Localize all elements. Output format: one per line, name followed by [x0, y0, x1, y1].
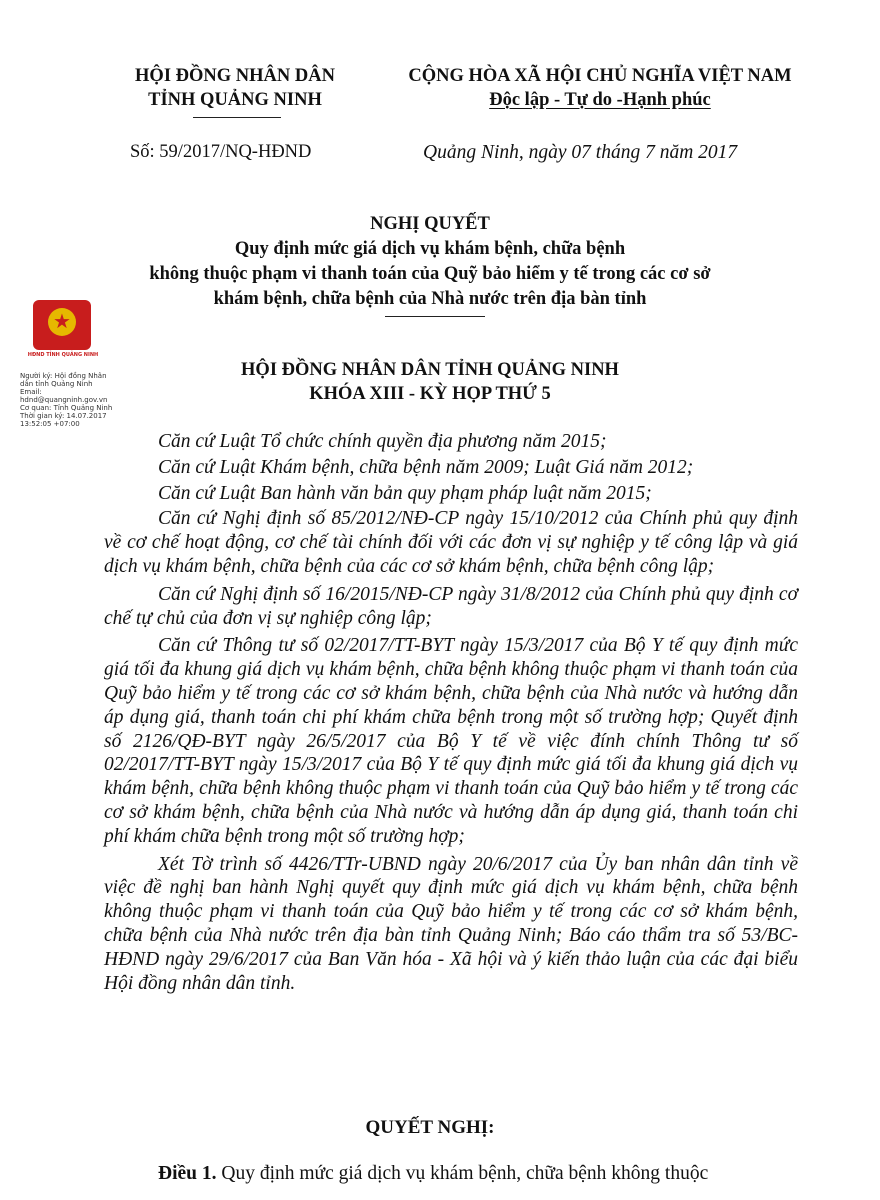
- preamble-paragraph: Căn cứ Nghị định số 85/2012/NĐ-CP ngày 15/10/2012 của Chính phủ quy định về cơ chế hoạt động, cơ chế tài chính đối với các đơn vị sự nghiệp y tế công lập và giá dịch vụ khám bệnh, chữa bệnh của các cơ sở khám bệnh, chữa bệnh công lập;: [104, 508, 798, 577]
- preamble-paragraph: Căn cứ Luật Khám bệnh, chữa bệnh năm 2009; Luật Giá năm 2012;: [158, 456, 694, 478]
- preamble: [104, 430, 798, 999]
- signature-metadata: [20, 372, 115, 428]
- preamble-paragraph: Căn cứ Luật Tổ chức chính quyền địa phương năm 2015;: [158, 431, 607, 452]
- issuing-agency: [100, 64, 370, 112]
- title-underline: [385, 316, 485, 317]
- resolution-title: [110, 212, 750, 312]
- council-heading: [110, 358, 750, 406]
- stamp-caption: HĐND TỈNH QUẢNG NINH: [27, 352, 99, 358]
- sign-time: Thời gian ký: 14.07.2017 13:52:05 +07:00: [20, 412, 107, 428]
- country-name: CỘNG HÒA XÃ HỘI CHỦ NGHĨA VIỆT NAM: [408, 66, 792, 86]
- article-1: [104, 1163, 798, 1185]
- title-heading: NGHỊ QUYẾT: [370, 214, 490, 234]
- preamble-paragraph: Căn cứ Luật Ban hành văn bản quy phạm pháp luật năm 2015;: [158, 482, 652, 504]
- agency: Cơ quan: Tỉnh Quảng Ninh: [20, 404, 113, 412]
- national-heading: [370, 64, 830, 112]
- article-label: Điều 1.: [158, 1163, 217, 1184]
- preamble-paragraph: Xét Tờ trình số 4426/TTr-UBND ngày 20/6/2017 của Ủy ban nhân dân tỉnh về việc đề nghị ban hành Nghị quyết quy định mức giá dịch vụ khám bệnh, chữa bệnh không thuộc phạm vi thanh toán của Quỹ bảo hiểm y tế trong các cơ sở khám bệnh, chữa bệnh của Nhà nước trên địa bàn tỉnh Quảng Ninh; Báo cáo thẩm tra số 53/BC-HĐND ngày 29/6/2017 của Ban Văn hóa - Xã hội và ý kiến thảo luận của các đại biểu Hội đồng nhân dân tỉnh.: [104, 853, 798, 994]
- national-emblem-icon: ★: [33, 300, 91, 350]
- signer: Người ký: Hội đồng Nhân dân tỉnh Quảng Ninh: [20, 372, 107, 388]
- decision-heading: QUYẾT NGHỊ:: [365, 1117, 495, 1138]
- article-text: Quy định mức giá dịch vụ khám bệnh, chữa bệnh không thuộc: [216, 1163, 709, 1184]
- email-label: Email:: [20, 388, 42, 396]
- preamble-paragraph: Căn cứ Nghị định số 16/2015/NĐ-CP ngày 31/8/2012 của Chính phủ quy định cơ chế tự chủ của đơn vị sự nghiệp công lập;: [104, 583, 798, 629]
- national-motto: Độc lập - Tự do -Hạnh phúc: [489, 90, 711, 110]
- agency-underline: [193, 117, 281, 118]
- digital-signature-stamp: [20, 300, 115, 428]
- email: hdnd@quangninh.gov.vn: [20, 396, 108, 404]
- dateline: Quảng Ninh, ngày 07 tháng 7 năm 2017: [423, 142, 738, 163]
- council-line-1: HỘI ĐỒNG NHÂN DÂN TỈNH QUẢNG NINH: [241, 360, 619, 380]
- agency-line-1: HỘI ĐỒNG NHÂN DÂN: [135, 66, 335, 86]
- preamble-paragraph: Căn cứ Thông tư số 02/2017/TT-BYT ngày 15/3/2017 của Bộ Y tế quy định mức giá tối đa khung giá dịch vụ khám bệnh, chữa bệnh không thuộc phạm vi thanh toán của Quỹ bảo hiểm y tế trong các cơ sở khám bệnh, chữa bệnh của Nhà nước và hướng dẫn áp dụng giá, thanh toán chi phí khám chữa bệnh trong một số trường hợp; Quyết định số 2126/QĐ-BYT ngày 26/5/2017 của Bộ Y tế về việc đính chính Thông tư số 02/2017/TT-BYT ngày 15/3/2017 của Bộ Y tế quy định mức giá tối đa khung giá dịch vụ khám bệnh, chữa bệnh không thuộc phạm vi thanh toán của Quỹ bảo hiểm y tế trong các cơ sở khám bệnh, chữa bệnh của Nhà nước và hướng dẫn áp dụng giá, thanh toán chi phí khám chữa bệnh trong một số trường hợp;: [104, 635, 798, 847]
- agency-line-2: TỈNH QUẢNG NINH: [148, 90, 322, 110]
- document-number: Số: 59/2017/NQ-HĐND: [130, 142, 312, 162]
- council-line-2: KHÓA XIII - KỲ HỌP THỨ 5: [309, 384, 551, 404]
- title-line-1: Quy định mức giá dịch vụ khám bệnh, chữa bệnh: [234, 239, 626, 259]
- title-line-2: không thuộc phạm vi thanh toán của Quỹ bảo hiểm y tế trong các cơ sở: [149, 264, 711, 284]
- title-line-3: khám bệnh, chữa bệnh của Nhà nước trên địa bàn tỉnh: [213, 289, 647, 309]
